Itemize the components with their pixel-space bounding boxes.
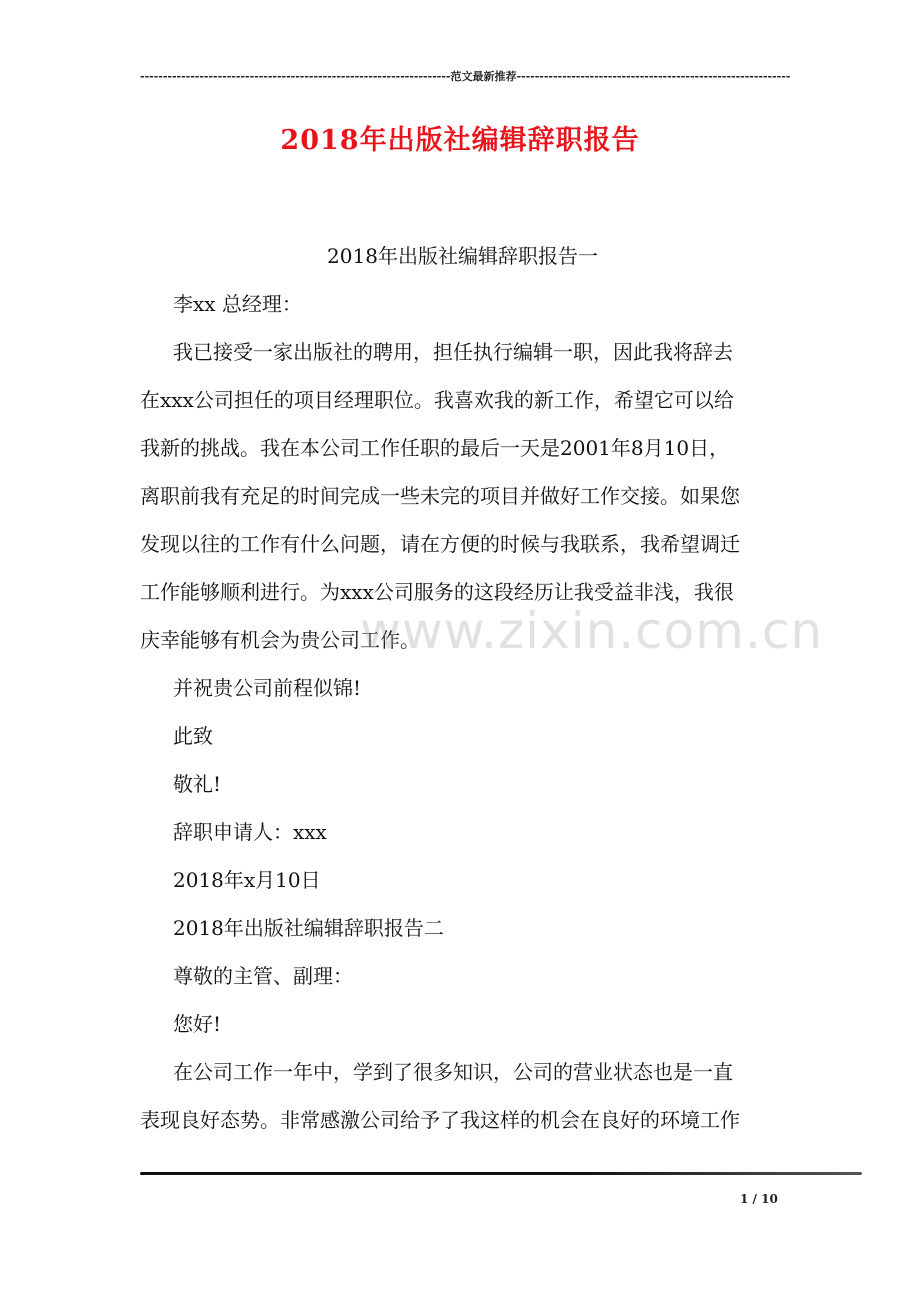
paragraph-line: 我已接受一家出版社的聘用，担任执行编辑一职，因此我将辞去 [173, 340, 733, 364]
footer-rule [140, 1172, 862, 1175]
document-title: 2018年出版社编辑辞职报告 [280, 125, 640, 156]
header-dashes-left: -------------------------------------------------------------------- [140, 70, 451, 83]
paragraph-line: 离职前我有充足的时间完成一些未完的项目并做好工作交接。如果您 [140, 484, 740, 508]
salutation-1: 李xx 总经理： [173, 292, 302, 316]
section-heading-1: 2018年出版社编辑辞职报告一 [327, 244, 598, 268]
date: 2018年x月10日 [173, 868, 321, 892]
signature: 辞职申请人：xxx [173, 820, 327, 844]
closing-wish: 并祝贵公司前程似锦! [173, 676, 362, 700]
closing-salute: 敬礼! [173, 772, 222, 796]
header-rule [140, 68, 791, 84]
paragraph-line: 表现良好态势。非常感激公司给予了我这样的机会在良好的环境工作 [140, 1108, 740, 1132]
paragraph-line: 工作能够顺利进行。为xxx公司服务的这段经历让我受益非浅，我很 [140, 580, 734, 604]
paragraph-line: 发现以往的工作有什么问题，请在方便的时候与我联系，我希望调迁 [140, 532, 740, 556]
header-label: 范文最新推荐 [450, 70, 517, 83]
paragraph-line: 在xxx公司担任的项目经理职位。我喜欢我的新工作，希望它可以给 [140, 388, 734, 412]
paragraph-line: 庆幸能够有机会为贵公司工作。 [140, 628, 420, 652]
closing-regards: 此致 [173, 724, 213, 748]
salutation-2: 尊敬的主管、副理： [173, 964, 353, 988]
watermark: www.zixin.com.cn [360, 602, 824, 660]
header-dashes-right: ------------------------------------------------------------ [516, 70, 791, 83]
paragraph-line: 我新的挑战。我在本公司工作任职的最后一天是2001年8月10日， [140, 436, 730, 460]
page-number: 1 / 10 [740, 1192, 778, 1206]
section-heading-2: 2018年出版社编辑辞职报告二 [173, 916, 444, 940]
paragraph-line: 在公司工作一年中，学到了很多知识，公司的营业状态也是一直 [173, 1060, 733, 1084]
greeting: 您好! [173, 1012, 222, 1036]
document-body [140, 232, 785, 1144]
